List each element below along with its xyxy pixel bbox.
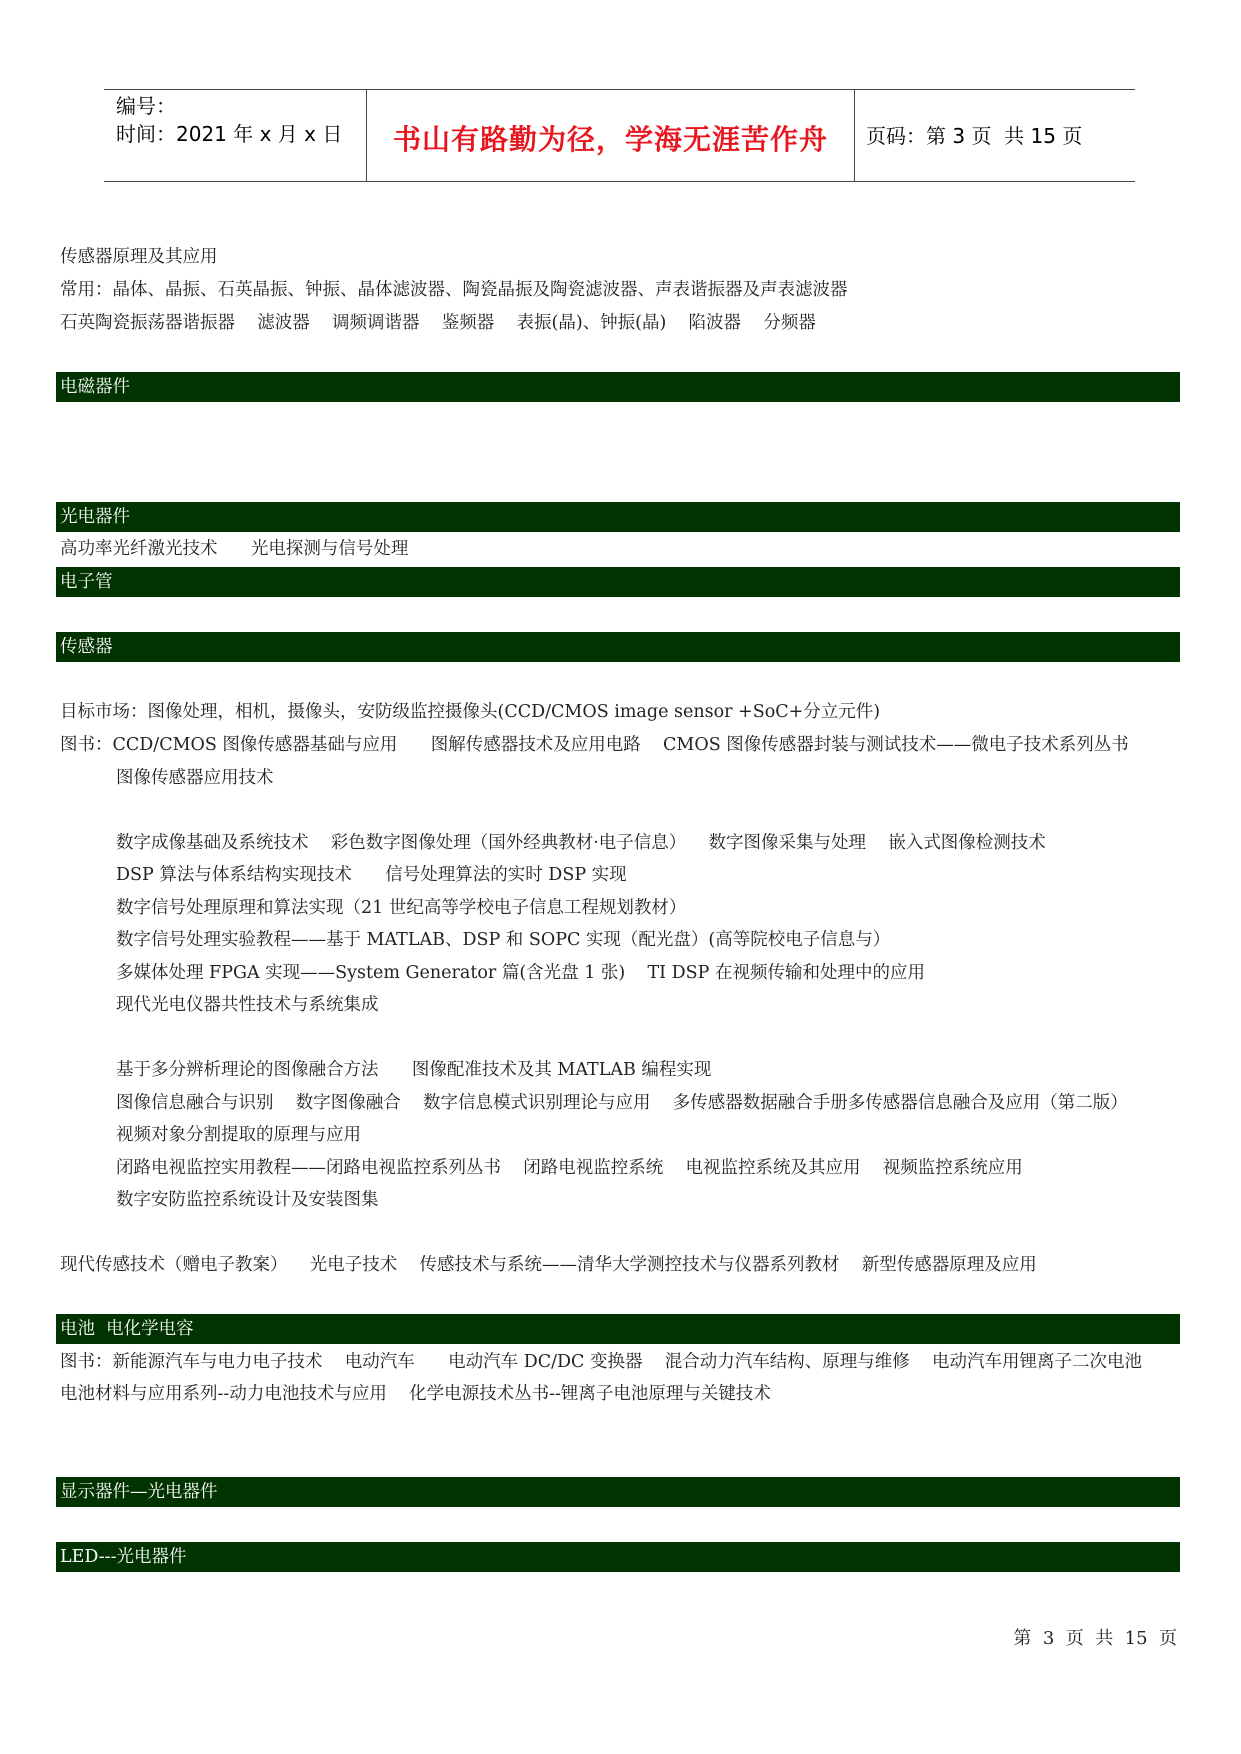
header-divider	[854, 90, 855, 181]
header-motto: 书山有路勤为径，学海无涯苦作舟	[392, 123, 828, 156]
header-divider	[366, 90, 367, 181]
fusion-books-line: 视频对象分割提取的原理与应用	[116, 1125, 361, 1145]
section-bar-display: 显示器件—光电器件	[56, 1477, 1180, 1507]
document-time-label: 时间：2021 年 x 月 x 日	[116, 122, 343, 146]
modern-sensor-books-line: 现代传感技术（赠电子教案） 光电子技术 传感技术与系统——清华大学测控技术与仪器系列教材 新型传感器原理及应用	[60, 1255, 1037, 1275]
section-bar-battery: 电池 电化学电容	[56, 1314, 1180, 1344]
page-header	[104, 89, 1135, 182]
oscillator-list-line: 石英陶瓷振荡器谐振器 滤波器 调频调谐器 鉴频器 表振(晶)、钟振(晶) 陷波器 分频器	[60, 313, 816, 333]
target-market-line: 目标市场：图像处理，相机，摄像头，安防级监控摄像头(CCD/CMOS image sensor +SoC+分立元件)	[60, 702, 881, 722]
sensor-books-line: 图像传感器应用技术	[116, 768, 274, 788]
fusion-books-line: 图像信息融合与识别 数字图像融合 数字信息模式识别理论与应用 多传感器数据融合手册多传感器信息融合及应用（第二版）	[116, 1093, 1128, 1113]
sensor-books-line: 图书：CCD/CMOS 图像传感器基础与应用 图解传感器技术及应用电路 CMOS 图像传感器封装与测试技术——微电子技术系列丛书	[60, 735, 1129, 755]
optoelectronic-books-line: 高功率光纤激光技术 光电探测与信号处理	[60, 539, 409, 559]
battery-books-line: 电池材料与应用系列--动力电池技术与应用 化学电源技术丛书--锂离子电池原理与关键技术	[60, 1384, 771, 1404]
section-bar-electromagnetic: 电磁器件	[56, 372, 1180, 402]
dsp-books-line: 数字信号处理实验教程——基于 MATLAB、DSP 和 SOPC 实现（配光盘）(高等院校电子信息与）	[116, 930, 891, 950]
header-info	[116, 92, 342, 148]
dsp-books-line: DSP 算法与体系结构实现技术 信号处理算法的实时 DSP 实现	[116, 865, 627, 885]
common-components-line: 常用：晶体、晶振、石英晶振、钟振、晶体滤波器、陶瓷晶振及陶瓷滤波器、声表谐振器及声表滤波器	[60, 280, 848, 300]
fusion-books-line: 数字安防监控系统设计及安装图集	[116, 1190, 379, 1210]
dsp-books-line: 多媒体处理 FPGA 实现——System Generator 篇(含光盘 1 张) TI DSP 在视频传输和处理中的应用	[116, 963, 925, 983]
battery-books-line: 图书：新能源汽车与电力电子技术 电动汽车 电动汽车 DC/DC 变换器 混合动力汽车结构、原理与维修 电动汽车用锂离子二次电池	[60, 1352, 1142, 1372]
section-bar-tube: 电子管	[56, 567, 1180, 597]
doc-title-line: 传感器原理及其应用	[60, 247, 218, 267]
dsp-books-line: 数字成像基础及系统技术 彩色数字图像处理（国外经典教材·电子信息） 数字图像采集与处理 嵌入式图像检测技术	[116, 833, 1046, 853]
section-bar-led: LED---光电器件	[56, 1542, 1180, 1572]
fusion-books-line: 基于多分辨析理论的图像融合方法 图像配准技术及其 MATLAB 编程实现	[116, 1060, 712, 1080]
dsp-books-line: 现代光电仪器共性技术与系统集成	[116, 995, 379, 1015]
section-bar-sensor: 传感器	[56, 632, 1180, 662]
dsp-books-line: 数字信号处理原理和算法实现（21 世纪高等学校电子信息工程规划教材）	[116, 898, 687, 918]
document-number-label: 编号：	[116, 94, 176, 118]
page-footer-number: 第 3 页 共 15 页	[1013, 1628, 1177, 1649]
header-page-number: 页码：第 3 页 共 15 页	[866, 124, 1083, 148]
section-bar-optoelectronic: 光电器件	[56, 502, 1180, 532]
fusion-books-line: 闭路电视监控实用教程——闭路电视监控系列丛书 闭路电视监控系统 电视监控系统及其应用 视频监控系统应用	[116, 1158, 1023, 1178]
